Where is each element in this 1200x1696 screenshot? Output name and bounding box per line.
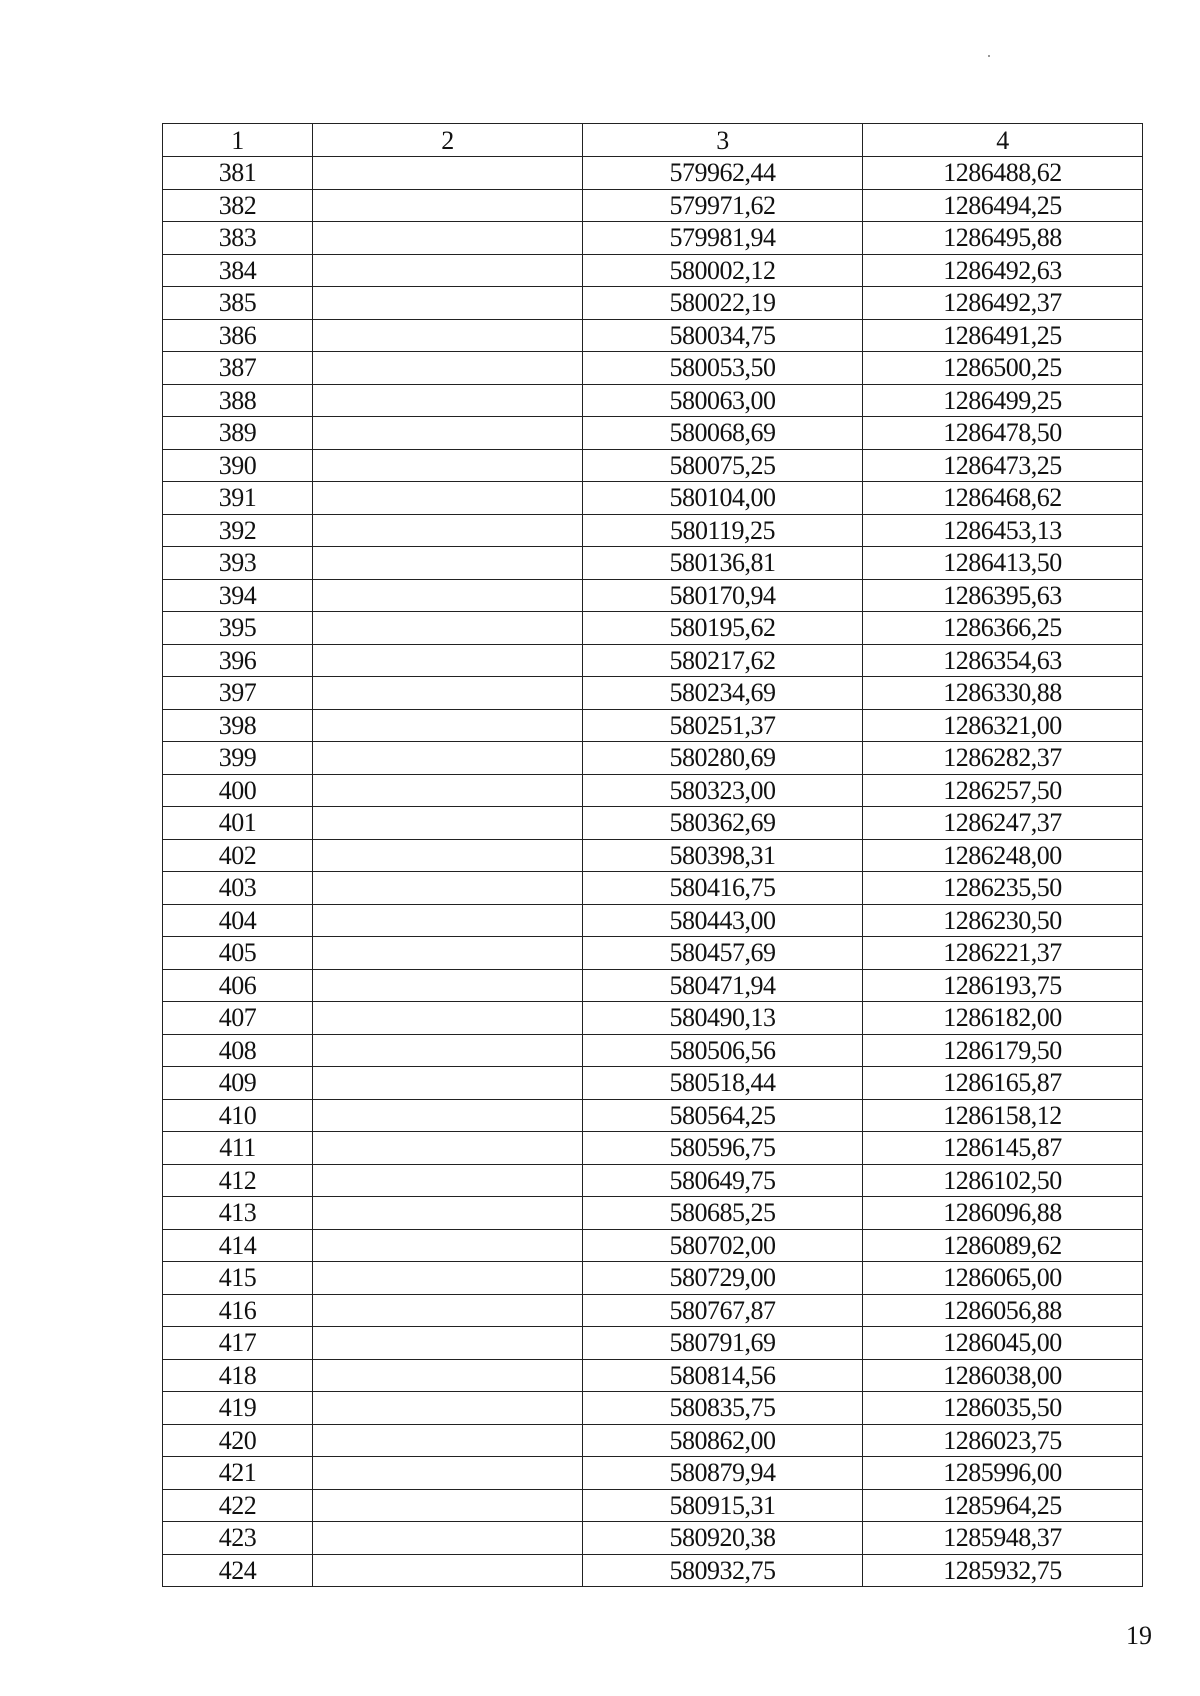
x-coordinate-cell: 580518,44 [583, 1067, 863, 1100]
table-row [163, 1554, 1143, 1587]
point-number-cell: 397 [163, 677, 313, 710]
name-cell [313, 1522, 583, 1555]
point-number-cell: 398 [163, 709, 313, 742]
name-cell [313, 839, 583, 872]
point-number-cell: 385 [163, 287, 313, 320]
table-header-row [163, 124, 1143, 157]
point-number-cell: 412 [163, 1164, 313, 1197]
y-coordinate-cell: 1286089,62 [863, 1229, 1143, 1262]
x-coordinate-cell: 580170,94 [583, 579, 863, 612]
table-row [163, 677, 1143, 710]
name-cell [313, 579, 583, 612]
name-cell [313, 1262, 583, 1295]
x-coordinate-cell: 580443,00 [583, 904, 863, 937]
point-number-cell: 387 [163, 352, 313, 385]
point-number-cell: 386 [163, 319, 313, 352]
x-coordinate-cell: 580767,87 [583, 1294, 863, 1327]
table-row [163, 1002, 1143, 1035]
table-row [163, 644, 1143, 677]
y-coordinate-cell: 1286096,88 [863, 1197, 1143, 1230]
name-cell [313, 157, 583, 190]
x-coordinate-cell: 580002,12 [583, 254, 863, 287]
y-coordinate-cell: 1286354,63 [863, 644, 1143, 677]
x-coordinate-cell: 580791,69 [583, 1327, 863, 1360]
table-row [163, 1197, 1143, 1230]
x-coordinate-cell: 580398,31 [583, 839, 863, 872]
point-number-cell: 388 [163, 384, 313, 417]
y-coordinate-cell: 1286366,25 [863, 612, 1143, 645]
point-number-cell: 390 [163, 449, 313, 482]
table-header [163, 124, 1143, 157]
name-cell [313, 709, 583, 742]
point-number-cell: 424 [163, 1554, 313, 1587]
y-coordinate-cell: 1286145,87 [863, 1132, 1143, 1165]
point-number-cell: 393 [163, 547, 313, 580]
y-coordinate-cell: 1286473,25 [863, 449, 1143, 482]
table-row [163, 1327, 1143, 1360]
header-cell-4: 4 [863, 124, 1143, 157]
name-cell [313, 742, 583, 775]
table-row [163, 1132, 1143, 1165]
name-cell [313, 1392, 583, 1425]
table-row [163, 1489, 1143, 1522]
table-row [163, 1294, 1143, 1327]
point-number-cell: 417 [163, 1327, 313, 1360]
table-row [163, 514, 1143, 547]
y-coordinate-cell: 1286023,75 [863, 1424, 1143, 1457]
table-row [163, 547, 1143, 580]
table-row [163, 579, 1143, 612]
name-cell [313, 1229, 583, 1262]
x-coordinate-cell: 580506,56 [583, 1034, 863, 1067]
x-coordinate-cell: 580063,00 [583, 384, 863, 417]
name-cell [313, 1424, 583, 1457]
x-coordinate-cell: 580416,75 [583, 872, 863, 905]
point-number-cell: 381 [163, 157, 313, 190]
y-coordinate-cell: 1285996,00 [863, 1457, 1143, 1490]
table-row [163, 352, 1143, 385]
y-coordinate-cell: 1286179,50 [863, 1034, 1143, 1067]
header-cell-3: 3 [583, 124, 863, 157]
x-coordinate-cell: 580104,00 [583, 482, 863, 515]
page-number: 19 [1126, 1621, 1152, 1650]
point-number-cell: 384 [163, 254, 313, 287]
table-row [163, 709, 1143, 742]
name-cell [313, 319, 583, 352]
point-number-cell: 409 [163, 1067, 313, 1100]
table-row [163, 1457, 1143, 1490]
name-cell [313, 1099, 583, 1132]
x-coordinate-cell: 580564,25 [583, 1099, 863, 1132]
point-number-cell: 389 [163, 417, 313, 450]
header-cell-2: 2 [313, 124, 583, 157]
coordinates-table [162, 123, 1143, 1587]
x-coordinate-cell: 580068,69 [583, 417, 863, 450]
name-cell [313, 904, 583, 937]
y-coordinate-cell: 1285948,37 [863, 1522, 1143, 1555]
name-cell [313, 1457, 583, 1490]
x-coordinate-cell: 580490,13 [583, 1002, 863, 1035]
y-coordinate-cell: 1286045,00 [863, 1327, 1143, 1360]
table-body [163, 157, 1143, 1587]
x-coordinate-cell: 580862,00 [583, 1424, 863, 1457]
point-number-cell: 392 [163, 514, 313, 547]
point-number-cell: 394 [163, 579, 313, 612]
name-cell [313, 1359, 583, 1392]
point-number-cell: 391 [163, 482, 313, 515]
table-row [163, 872, 1143, 905]
name-cell [313, 1132, 583, 1165]
x-coordinate-cell: 580471,94 [583, 969, 863, 1002]
y-coordinate-cell: 1286413,50 [863, 547, 1143, 580]
x-coordinate-cell: 580323,00 [583, 774, 863, 807]
point-number-cell: 414 [163, 1229, 313, 1262]
name-cell [313, 189, 583, 222]
table-row [163, 384, 1143, 417]
name-cell [313, 449, 583, 482]
y-coordinate-cell: 1286193,75 [863, 969, 1143, 1002]
y-coordinate-cell: 1286247,37 [863, 807, 1143, 840]
name-cell [313, 417, 583, 450]
y-coordinate-cell: 1286494,25 [863, 189, 1143, 222]
table-row [163, 1164, 1143, 1197]
y-coordinate-cell: 1286056,88 [863, 1294, 1143, 1327]
table-row [163, 1522, 1143, 1555]
x-coordinate-cell: 579981,94 [583, 222, 863, 255]
point-number-cell: 402 [163, 839, 313, 872]
y-coordinate-cell: 1286453,13 [863, 514, 1143, 547]
y-coordinate-cell: 1286102,50 [863, 1164, 1143, 1197]
name-cell [313, 969, 583, 1002]
y-coordinate-cell: 1286221,37 [863, 937, 1143, 970]
x-coordinate-cell: 580195,62 [583, 612, 863, 645]
y-coordinate-cell: 1286065,00 [863, 1262, 1143, 1295]
y-coordinate-cell: 1286235,50 [863, 872, 1143, 905]
table-row [163, 189, 1143, 222]
name-cell [313, 872, 583, 905]
point-number-cell: 416 [163, 1294, 313, 1327]
table-row [163, 1034, 1143, 1067]
name-cell [313, 547, 583, 580]
table-row [163, 1392, 1143, 1425]
y-coordinate-cell: 1286492,63 [863, 254, 1143, 287]
table-row [163, 1424, 1143, 1457]
point-number-cell: 395 [163, 612, 313, 645]
point-number-cell: 411 [163, 1132, 313, 1165]
y-coordinate-cell: 1286248,00 [863, 839, 1143, 872]
name-cell [313, 1489, 583, 1522]
table-row [163, 1067, 1143, 1100]
y-coordinate-cell: 1286478,50 [863, 417, 1143, 450]
name-cell [313, 612, 583, 645]
table-row [163, 287, 1143, 320]
y-coordinate-cell: 1286488,62 [863, 157, 1143, 190]
x-coordinate-cell: 580729,00 [583, 1262, 863, 1295]
table-row [163, 319, 1143, 352]
point-number-cell: 410 [163, 1099, 313, 1132]
x-coordinate-cell: 580075,25 [583, 449, 863, 482]
name-cell [313, 384, 583, 417]
name-cell [313, 644, 583, 677]
name-cell [313, 1164, 583, 1197]
table-row [163, 222, 1143, 255]
x-coordinate-cell: 580596,75 [583, 1132, 863, 1165]
scan-speck [988, 55, 990, 57]
point-number-cell: 415 [163, 1262, 313, 1295]
name-cell [313, 1067, 583, 1100]
point-number-cell: 400 [163, 774, 313, 807]
x-coordinate-cell: 580685,25 [583, 1197, 863, 1230]
header-cell-1: 1 [163, 124, 313, 157]
table-row [163, 937, 1143, 970]
name-cell [313, 937, 583, 970]
table-row [163, 612, 1143, 645]
point-number-cell: 401 [163, 807, 313, 840]
table-row [163, 449, 1143, 482]
table-row [163, 482, 1143, 515]
point-number-cell: 423 [163, 1522, 313, 1555]
point-number-cell: 420 [163, 1424, 313, 1457]
y-coordinate-cell: 1286158,12 [863, 1099, 1143, 1132]
point-number-cell: 406 [163, 969, 313, 1002]
table-row [163, 807, 1143, 840]
table-row [163, 1262, 1143, 1295]
y-coordinate-cell: 1285932,75 [863, 1554, 1143, 1587]
x-coordinate-cell: 580362,69 [583, 807, 863, 840]
name-cell [313, 1294, 583, 1327]
x-coordinate-cell: 580234,69 [583, 677, 863, 710]
point-number-cell: 396 [163, 644, 313, 677]
point-number-cell: 382 [163, 189, 313, 222]
y-coordinate-cell: 1286165,87 [863, 1067, 1143, 1100]
x-coordinate-cell: 580280,69 [583, 742, 863, 775]
name-cell [313, 254, 583, 287]
name-cell [313, 352, 583, 385]
name-cell [313, 287, 583, 320]
y-coordinate-cell: 1286230,50 [863, 904, 1143, 937]
name-cell [313, 677, 583, 710]
table-row [163, 839, 1143, 872]
y-coordinate-cell: 1286282,37 [863, 742, 1143, 775]
x-coordinate-cell: 580457,69 [583, 937, 863, 970]
name-cell [313, 222, 583, 255]
y-coordinate-cell: 1286035,50 [863, 1392, 1143, 1425]
point-number-cell: 419 [163, 1392, 313, 1425]
x-coordinate-cell: 580835,75 [583, 1392, 863, 1425]
y-coordinate-cell: 1286495,88 [863, 222, 1143, 255]
point-number-cell: 399 [163, 742, 313, 775]
point-number-cell: 413 [163, 1197, 313, 1230]
y-coordinate-cell: 1286182,00 [863, 1002, 1143, 1035]
y-coordinate-cell: 1286038,00 [863, 1359, 1143, 1392]
table-row [163, 1359, 1143, 1392]
point-number-cell: 418 [163, 1359, 313, 1392]
point-number-cell: 421 [163, 1457, 313, 1490]
x-coordinate-cell: 580814,56 [583, 1359, 863, 1392]
y-coordinate-cell: 1285964,25 [863, 1489, 1143, 1522]
table-row [163, 157, 1143, 190]
x-coordinate-cell: 580702,00 [583, 1229, 863, 1262]
table-row [163, 1229, 1143, 1262]
table-row [163, 969, 1143, 1002]
name-cell [313, 482, 583, 515]
y-coordinate-cell: 1286492,37 [863, 287, 1143, 320]
name-cell [313, 1554, 583, 1587]
table-row [163, 254, 1143, 287]
x-coordinate-cell: 580251,37 [583, 709, 863, 742]
name-cell [313, 1002, 583, 1035]
table-row [163, 417, 1143, 450]
table-row [163, 1099, 1143, 1132]
name-cell [313, 514, 583, 547]
y-coordinate-cell: 1286321,00 [863, 709, 1143, 742]
name-cell [313, 774, 583, 807]
name-cell [313, 1327, 583, 1360]
point-number-cell: 403 [163, 872, 313, 905]
name-cell [313, 1034, 583, 1067]
x-coordinate-cell: 580034,75 [583, 319, 863, 352]
y-coordinate-cell: 1286257,50 [863, 774, 1143, 807]
x-coordinate-cell: 580119,25 [583, 514, 863, 547]
point-number-cell: 422 [163, 1489, 313, 1522]
table-row [163, 742, 1143, 775]
x-coordinate-cell: 579971,62 [583, 189, 863, 222]
x-coordinate-cell: 580217,62 [583, 644, 863, 677]
x-coordinate-cell: 579962,44 [583, 157, 863, 190]
point-number-cell: 408 [163, 1034, 313, 1067]
x-coordinate-cell: 580053,50 [583, 352, 863, 385]
name-cell [313, 1197, 583, 1230]
point-number-cell: 405 [163, 937, 313, 970]
x-coordinate-cell: 580022,19 [583, 287, 863, 320]
x-coordinate-cell: 580879,94 [583, 1457, 863, 1490]
table-row [163, 774, 1143, 807]
y-coordinate-cell: 1286468,62 [863, 482, 1143, 515]
x-coordinate-cell: 580915,31 [583, 1489, 863, 1522]
y-coordinate-cell: 1286330,88 [863, 677, 1143, 710]
x-coordinate-cell: 580920,38 [583, 1522, 863, 1555]
y-coordinate-cell: 1286499,25 [863, 384, 1143, 417]
x-coordinate-cell: 580649,75 [583, 1164, 863, 1197]
name-cell [313, 807, 583, 840]
point-number-cell: 383 [163, 222, 313, 255]
y-coordinate-cell: 1286395,63 [863, 579, 1143, 612]
point-number-cell: 407 [163, 1002, 313, 1035]
y-coordinate-cell: 1286491,25 [863, 319, 1143, 352]
x-coordinate-cell: 580932,75 [583, 1554, 863, 1587]
table-row [163, 904, 1143, 937]
point-number-cell: 404 [163, 904, 313, 937]
x-coordinate-cell: 580136,81 [583, 547, 863, 580]
y-coordinate-cell: 1286500,25 [863, 352, 1143, 385]
